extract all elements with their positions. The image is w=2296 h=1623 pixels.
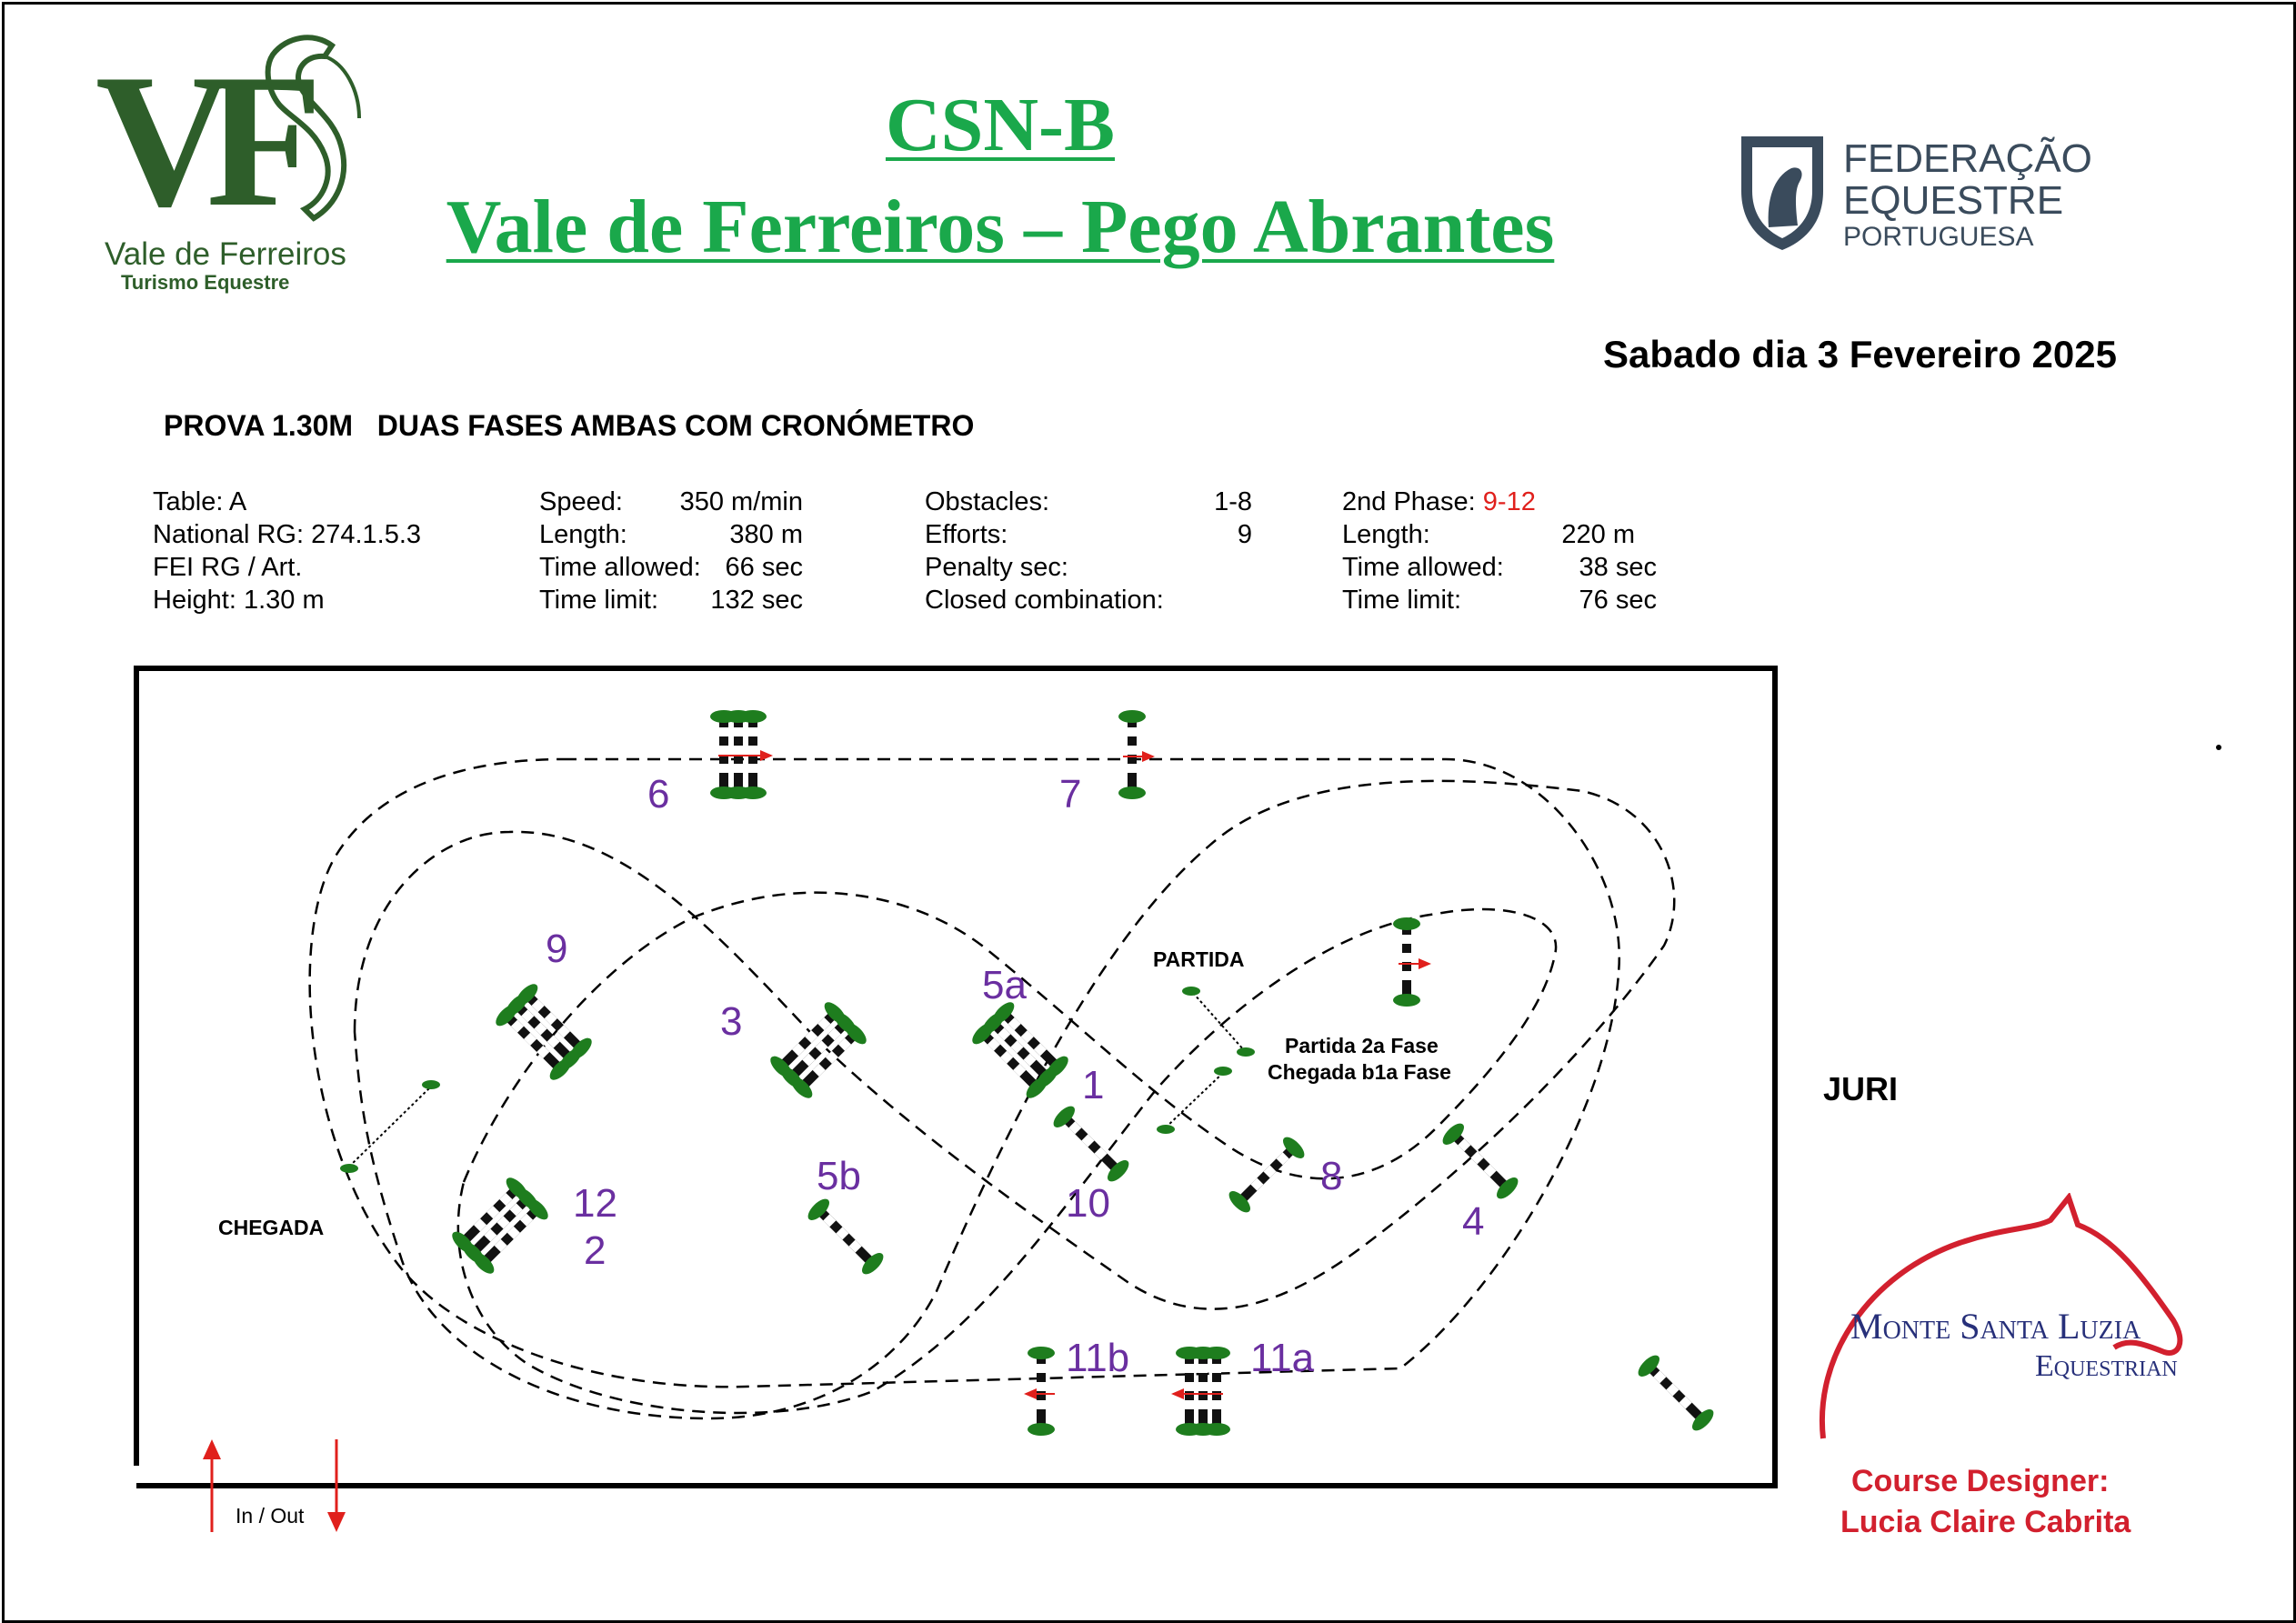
fence-4	[1439, 1120, 1522, 1203]
fence-number-2: 2	[584, 1228, 607, 1273]
speed-label: Speed:	[539, 487, 623, 516]
fence-partida2	[1393, 917, 1429, 1007]
efforts-value: 9	[1237, 520, 1252, 549]
fence-number-11a: 11a	[1250, 1336, 1315, 1380]
in-out-label: In / Out	[236, 1504, 305, 1528]
fence-number-9: 9	[546, 927, 568, 971]
obstacles-value: 1-8	[1214, 487, 1252, 516]
fence-11a	[1173, 1347, 1230, 1436]
fence-spare	[1635, 1352, 1718, 1435]
fence-number-7: 7	[1059, 772, 1082, 817]
title-line1: CSN-B	[885, 83, 1116, 167]
time-limit-label: Time limit:	[539, 586, 659, 615]
msl-name: Monte Santa Luzia	[1850, 1306, 2141, 1347]
partida2-label: Partida 2a Fase	[1285, 1034, 1439, 1057]
fence-1	[1050, 1103, 1133, 1186]
fence-number-5b: 5b	[817, 1154, 861, 1198]
phase2-time-limit-value: 76 sec	[1579, 586, 1657, 615]
fep-line3: PORTUGUESA	[1843, 222, 2034, 252]
time-allowed-label: Time allowed:	[539, 553, 701, 582]
course-track	[310, 759, 1675, 1418]
fep-line1: FEDERAÇÃO	[1843, 136, 2092, 181]
msl-equestrian: Equestrian	[2035, 1349, 2178, 1383]
phase2-time-allowed-value: 38 sec	[1579, 553, 1657, 582]
time-allowed-value: 66 sec	[725, 553, 803, 582]
course-designer-label: Course Designer:	[1851, 1464, 2110, 1498]
phase2-length-value: 220 m	[1561, 520, 1635, 549]
table-type: Table: A	[153, 487, 247, 516]
phase-value: 9-12	[1482, 487, 1536, 516]
fence-number-11b: 11b	[1066, 1336, 1130, 1380]
fence-number-12: 12	[573, 1181, 617, 1226]
fei-rg: FEI RG / Art.	[153, 553, 303, 582]
event-date: Sabado dia 3 Fevereiro 2025	[1603, 333, 2117, 376]
monte-santa-luzia-logo	[1814, 1193, 2205, 1466]
length-label: Length:	[539, 520, 627, 549]
height: Height: 1.30 m	[153, 586, 325, 615]
phase2-time-limit-label: Time limit:	[1342, 586, 1462, 615]
vale-tagline: Turismo Equestre	[121, 271, 290, 294]
phase-label: 2nd Phase:	[1342, 487, 1476, 516]
phase2-length-label: Length:	[1342, 520, 1430, 549]
national-rg: National RG: 274.1.5.3	[153, 520, 422, 549]
class-title: PROVA 1.30M DUAS FASES AMBAS COM CRONÓMETRO	[164, 409, 975, 442]
fence-3	[767, 998, 869, 1101]
efforts-label: Efforts:	[925, 520, 1008, 549]
phase2-time-allowed-label: Time allowed:	[1342, 553, 1504, 582]
fence-number-10: 10	[1066, 1181, 1110, 1226]
fence-number-4: 4	[1462, 1199, 1485, 1244]
fence-number-8: 8	[1320, 1154, 1343, 1198]
obstacles-label: Obstacles:	[925, 487, 1049, 516]
fence-2-12	[448, 1174, 551, 1277]
partida-label: PARTIDA	[1153, 947, 1245, 971]
chegada1-label: Chegada b1a Fase	[1268, 1060, 1451, 1084]
fence-9	[492, 980, 595, 1083]
vale-monogram: VF	[95, 35, 296, 246]
fence-6	[710, 710, 771, 799]
chegada-label: CHEGADA	[218, 1216, 325, 1239]
fence-7	[1118, 710, 1153, 799]
arena-boundary	[136, 668, 1775, 1486]
fence-number-3: 3	[720, 999, 743, 1044]
juri-label: JURI	[1823, 1070, 1899, 1107]
fep-line2: EQUESTRE	[1843, 178, 2064, 223]
length-value: 380 m	[729, 520, 803, 549]
course-designer-name: Lucia Claire Cabrita	[1840, 1505, 2131, 1539]
fence-number-5a: 5a	[982, 963, 1027, 1007]
fence-5a	[968, 998, 1071, 1101]
fence-number-6: 6	[647, 772, 670, 817]
penalty-label: Penalty sec:	[925, 553, 1068, 582]
fence-5b	[805, 1196, 887, 1278]
stray-dot	[2216, 745, 2221, 750]
speed-value: 350 m/min	[679, 487, 803, 516]
closed-combination-label: Closed combination:	[925, 586, 1164, 615]
fence-number-1: 1	[1082, 1063, 1105, 1107]
time-limit-value: 132 sec	[710, 586, 803, 615]
fence-11b	[1026, 1347, 1055, 1436]
vale-name: Vale de Ferreiros	[105, 236, 346, 272]
title-line2: Vale de Ferreiros – Pego Abrantes	[446, 185, 1555, 269]
